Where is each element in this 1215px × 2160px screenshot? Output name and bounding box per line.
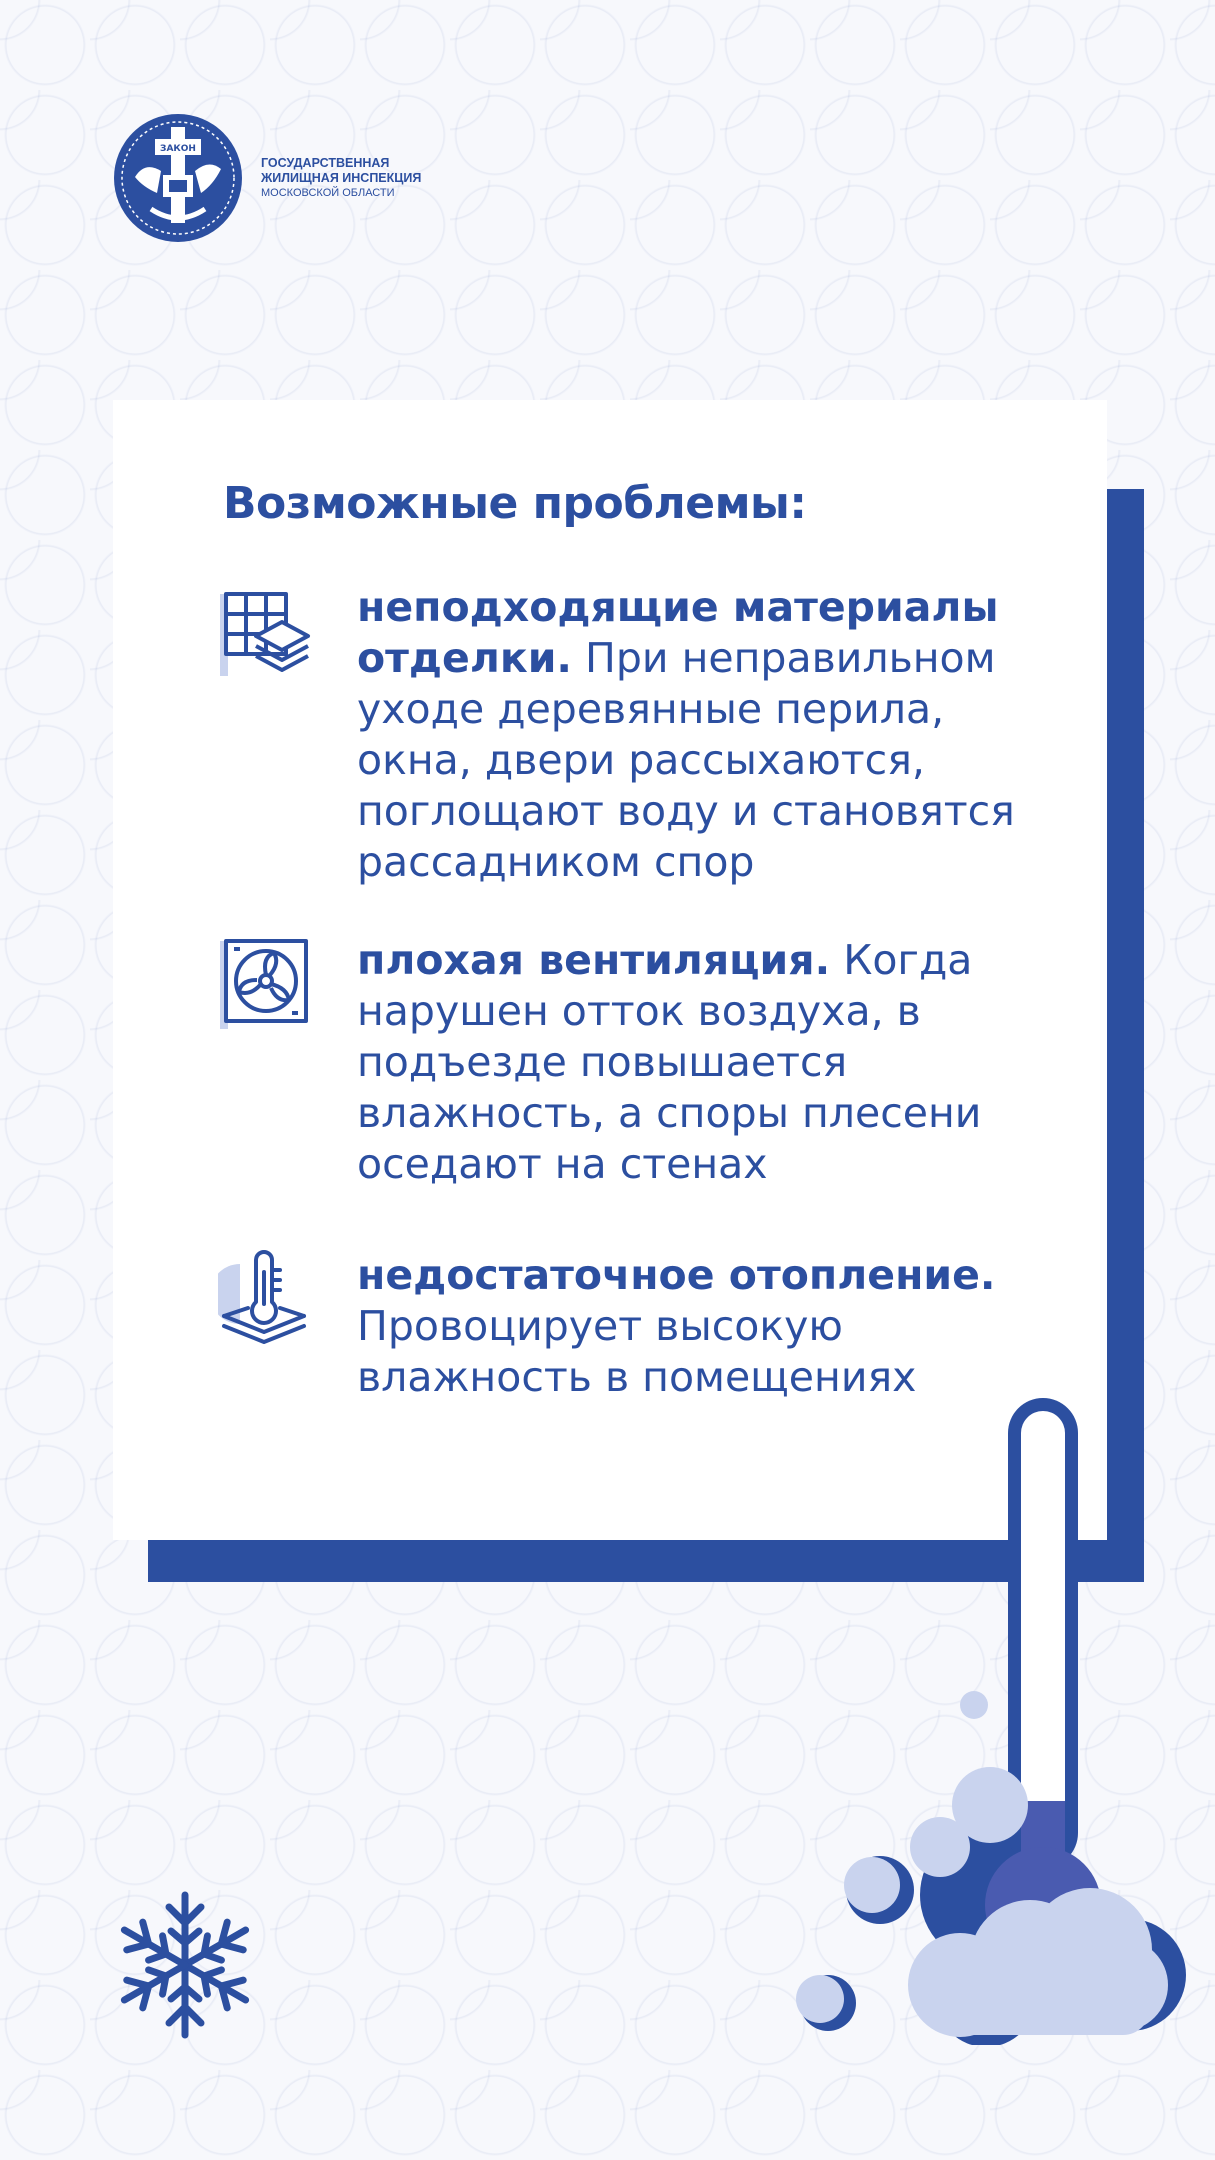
thermometer-clouds-icon bbox=[790, 1385, 1190, 2045]
item-title: плохая вентиляция. bbox=[357, 936, 831, 984]
logo-line-3: МОСКОВСКОЙ ОБЛАСТИ bbox=[261, 186, 395, 199]
heating-thermometer-icon bbox=[218, 1250, 318, 1350]
item-body: При неправильном уходе деревянные перила, окна, двери рассыхаются, поглощают воду и становятся рассадником спор bbox=[357, 634, 1015, 886]
item-title: недостаточное отопление. bbox=[357, 1251, 996, 1299]
emblem-text: ЗАКОН bbox=[160, 144, 196, 154]
item-title: неподходящие материалы отделки. bbox=[357, 583, 999, 682]
heading: Возможные проблемы: bbox=[223, 478, 807, 529]
ventilation-fan-icon bbox=[218, 935, 318, 1035]
inspection-logo bbox=[113, 113, 421, 243]
tiles-layers-icon bbox=[218, 582, 318, 682]
item-body: Когда нарушен отток воздуха, в подъезде повышается влажность, а споры плесени оседают на стенах bbox=[357, 936, 982, 1188]
logo-line-2: ЖИЛИЩНАЯ ИНСПЕКЦИЯ bbox=[261, 170, 422, 185]
logo-line-1: ГОСУДАРСТВЕННАЯ bbox=[261, 155, 390, 170]
emblem-icon bbox=[113, 113, 243, 243]
item-body: Провоцирует высокую влажность в помещениях bbox=[357, 1302, 917, 1401]
snowflake-icon bbox=[110, 1885, 260, 2045]
